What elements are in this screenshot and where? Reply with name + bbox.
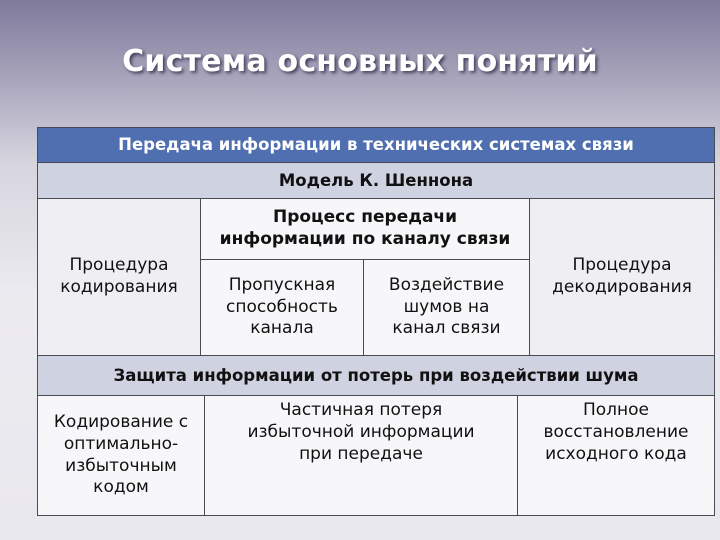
channel-capacity-line: Пропускная — [228, 274, 336, 295]
noise-effect-line: Воздействие — [388, 274, 505, 295]
optimal-coding-line: Кодирование с — [53, 412, 189, 432]
coding-procedure-line: кодирования — [60, 277, 178, 297]
slide-title: Система основных понятий — [122, 44, 598, 79]
full-recovery-line: Полное — [582, 400, 649, 420]
channel-capacity-cell — [200, 259, 364, 356]
full-recovery-line: исходного кода — [545, 443, 687, 464]
noise-effect-line: шумов на — [403, 296, 490, 317]
coding-procedure-cell — [37, 198, 201, 356]
coding-procedure-line: Процедура — [69, 255, 169, 276]
optimal-coding-line: кодом — [93, 477, 149, 498]
channel-capacity-line: канала — [250, 318, 314, 339]
full-recovery-cell — [517, 395, 715, 516]
transfer-process-line: информации по каналу связи — [219, 229, 511, 249]
table-header — [37, 127, 715, 163]
partial-loss-line: Частичная потеря — [279, 400, 443, 420]
transfer-process-line: Процесс передачи — [272, 207, 458, 228]
channel-capacity-line: способность — [226, 296, 338, 317]
transfer-process-cell — [200, 198, 530, 260]
decoding-procedure-line: декодирования — [552, 277, 692, 297]
table-header-label: Передача информации в технических системах связи — [118, 135, 634, 155]
partial-loss-line: при передаче — [299, 443, 423, 464]
decoding-procedure-line: Процедура — [572, 255, 672, 276]
shannon-model-row — [37, 162, 715, 199]
partial-loss-cell — [204, 395, 518, 516]
partial-loss-line: избыточной информации — [247, 421, 475, 442]
full-recovery-line: восстановление — [543, 421, 689, 442]
shannon-model-label: Модель К. Шеннона — [278, 170, 474, 190]
noise-effect-cell — [363, 259, 530, 356]
optimal-coding-line: избыточным — [65, 455, 177, 476]
protection-row — [37, 355, 715, 396]
optimal-coding-line: оптимально- — [63, 433, 179, 454]
noise-effect-line: канал связи — [392, 318, 501, 339]
decoding-procedure-cell — [529, 198, 715, 356]
protection-label: Защита информации от потерь при воздействии шума — [113, 365, 639, 385]
optimal-coding-cell — [37, 395, 205, 516]
